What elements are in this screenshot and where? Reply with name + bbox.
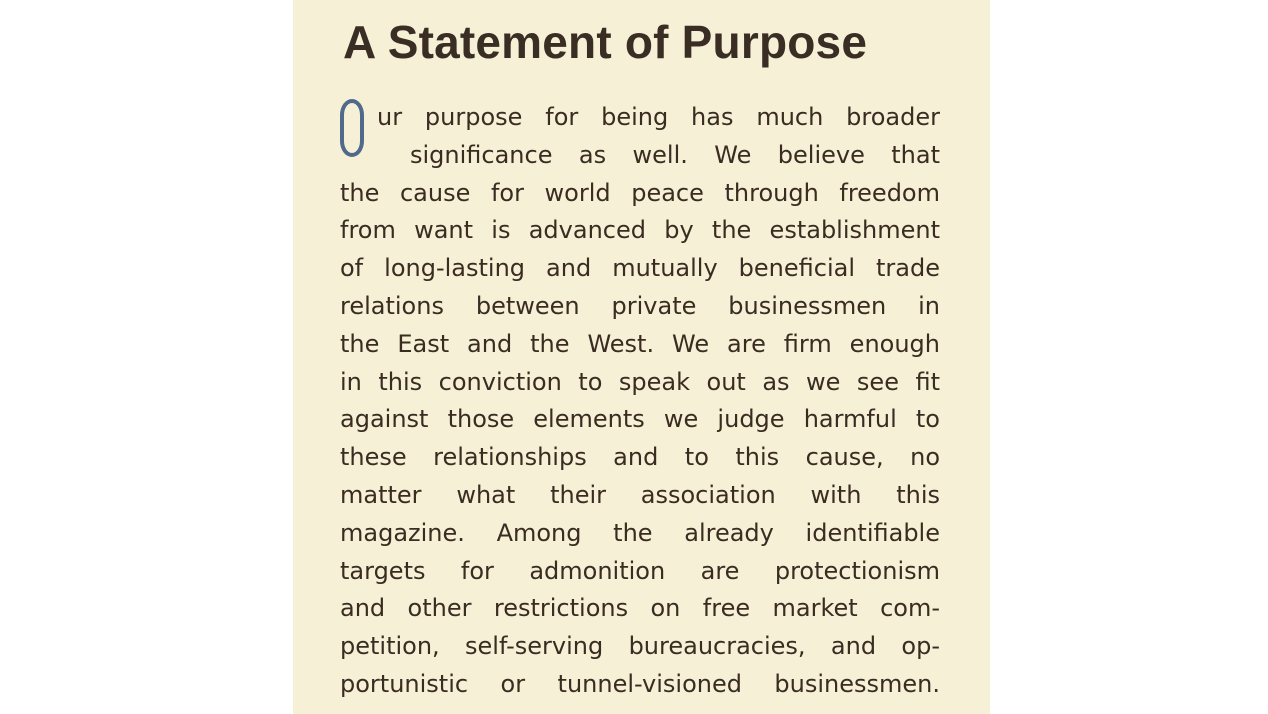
text-line: matter what their association with this	[340, 480, 940, 509]
text-line: against those elements we judge harmful to	[340, 405, 940, 434]
drop-cap-letter-o	[340, 99, 364, 157]
text-line: relations between private businessmen in	[340, 291, 940, 320]
text-line: these relationships and to this cause, no	[340, 443, 940, 472]
text-line: in this conviction to speak out as we see fit	[340, 367, 940, 396]
text-line: and other restrictions on free market com-	[340, 594, 940, 623]
text-line: petition, self-serving bureaucracies, and op-	[340, 632, 940, 661]
text-line: the cause for world peace through freedom	[340, 178, 940, 207]
text-line: significance as well. We believe that	[410, 140, 940, 169]
text-line: portunistic or tunnel-visioned businessmen.	[340, 669, 940, 698]
text-line: the East and the West. We are firm enough	[340, 329, 940, 358]
article-body	[340, 99, 940, 704]
article-title: A Statement of Purpose	[343, 16, 868, 68]
text-line: from want is advanced by the establishment	[340, 216, 940, 245]
text-line: targets for admonition are protectionism	[340, 556, 940, 585]
text-line: magazine. Among the already identifiable	[340, 518, 940, 547]
text-line: ur purpose for being has much broader	[377, 103, 940, 131]
text-line: of long-lasting and mutually beneficial trade	[340, 254, 940, 283]
article-clipping	[293, 0, 990, 714]
